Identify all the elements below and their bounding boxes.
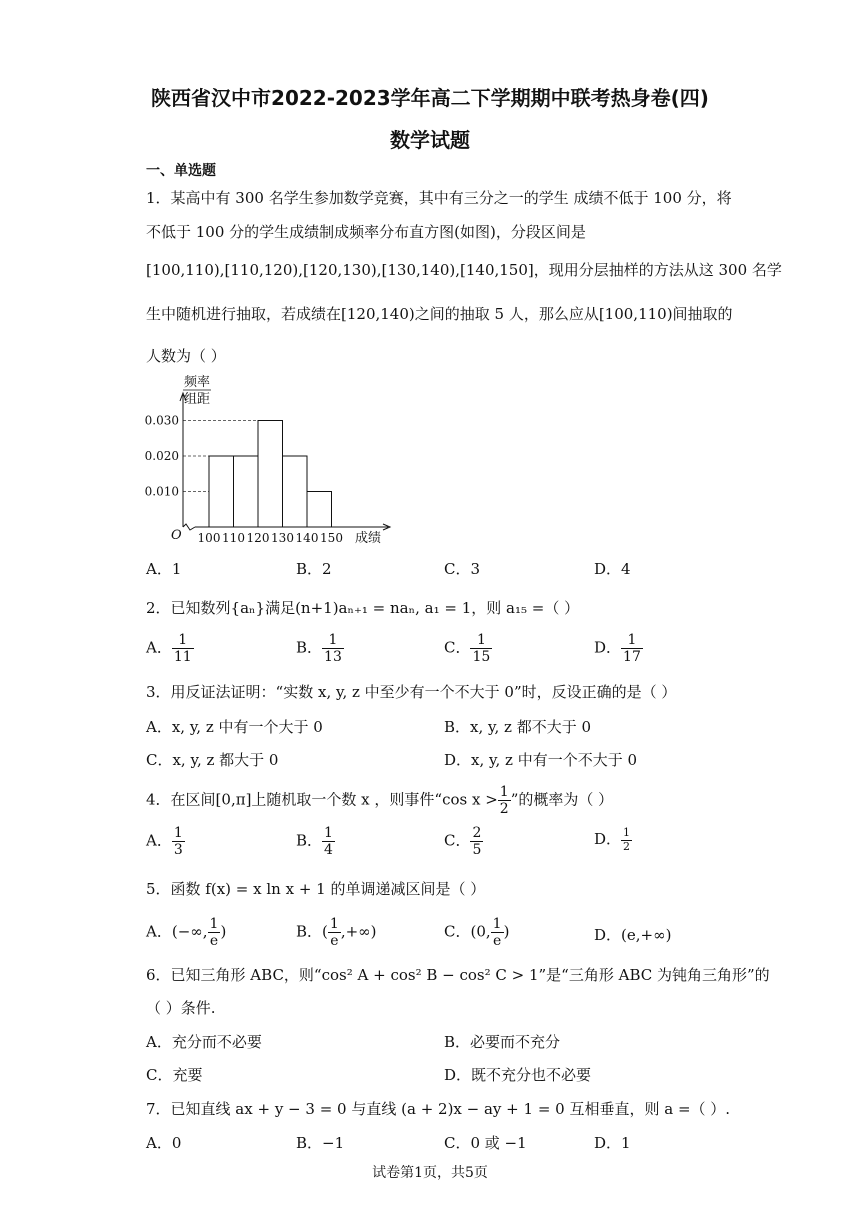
x-axis-label: 成绩 (354, 531, 382, 546)
fraction: $\frac{1}{3}$ (173, 825, 183, 859)
option-label: D． (594, 926, 622, 944)
fraction: $\frac{1}{17}$ (623, 632, 641, 666)
q4-stem: 4．在区间[0,π]上随机取一个数 x ，则事件“cos x > $\frac{1}{2}$ ”的概率为（ ） (146, 784, 614, 818)
histogram-bar (209, 456, 234, 527)
x-tick-label: 150 (320, 531, 343, 545)
fraction: $\frac{1}{e}$ (209, 916, 219, 950)
q5-option-c[interactable]: C．(0, $\frac{1}{e}$ ) (444, 916, 510, 950)
fraction: $\frac{1}{e}$ (329, 916, 339, 950)
fraction: $\frac{1}{15}$ (472, 632, 491, 666)
option-label: B． (296, 638, 323, 657)
q4-option-c[interactable] (444, 825, 483, 858)
q1-line-4: 生中随机进行抽取，若成绩在[120,140)之间的抽取 5 人，那么应从[100,110)间抽取的 (146, 305, 733, 323)
q1-line-2: 不低于 100 分的学生成绩制成频率分布直方图(如图)，分段区间是 (146, 223, 586, 241)
y-axis-label-top: 频率 (183, 375, 211, 390)
q3-stem: 3．用反证法证明：“实数 x, y, z 中至少有一个不大于 0”时，反设正确的是（ ） (146, 683, 677, 701)
x-tick-label: 140 (295, 531, 319, 545)
q5-option-a[interactable]: A．(−∞, $\frac{1}{e}$ ) (146, 916, 227, 950)
y-tick-label: 0.020 (144, 449, 179, 463)
q7-option-b[interactable]: B．−1 (296, 1134, 345, 1152)
option-label: D． (594, 638, 622, 657)
q2-option-c[interactable] (444, 632, 492, 665)
histogram-bar (307, 492, 332, 528)
option-label: A． (146, 831, 172, 850)
q6-line-1: 6．已知三角形 ABC，则“cos² A + cos² B − cos² C > 1”是“三角形 ABC 为钝角三角形”的 (146, 966, 770, 984)
q4-option-a[interactable] (146, 825, 185, 858)
x-tick-label: 110 (222, 531, 245, 545)
q4-option-b[interactable] (296, 825, 335, 858)
page-title: 陕西省汉中市2022-2023学年高二下学期期中联考热身卷(四) (151, 86, 709, 110)
histogram-bar (258, 421, 283, 528)
q2-option-b[interactable] (296, 632, 344, 665)
fraction: $\frac{1}{13}$ (324, 632, 342, 666)
option-label: C． (444, 638, 471, 657)
q4-option-d[interactable] (594, 827, 632, 853)
q5-stem: 5．函数 f(x) = x ln x + 1 的单调递减区间是（ ） (146, 880, 486, 898)
q2-stem: 2．已知数列{aₙ}满足(n+1)aₙ₊₁ = naₙ, a₁ = 1，则 a₁₅ =（ ） (146, 599, 580, 617)
q6-option-c[interactable]: C．充要 (146, 1066, 203, 1084)
section-heading: 一、单选题 (146, 163, 216, 179)
q1-option-c[interactable]: C．3 (444, 560, 481, 578)
q6-line-2: （ ）条件. (146, 999, 216, 1017)
q5-option-d[interactable]: D．(e,+∞) (594, 926, 672, 944)
q6-option-a[interactable]: A．充分而不必要 (146, 1033, 262, 1051)
histogram-chart (140, 370, 400, 550)
q1-option-d[interactable]: D．4 (594, 560, 631, 578)
q3-option-d[interactable]: D．x, y, z 中有一个不大于 0 (444, 751, 638, 769)
y-axis-label-bottom: 组距 (183, 392, 211, 407)
q6-option-b[interactable]: B．必要而不充分 (444, 1033, 561, 1051)
y-tick-label: 0.030 (144, 413, 179, 428)
q3-option-b[interactable]: B．x, y, z 都不大于 0 (444, 718, 592, 736)
fraction: $\frac{1}{4}$ (324, 825, 333, 859)
option-label: B． (296, 922, 323, 941)
q1-line-1: 1．某高中有 300 名学生参加数学竞赛，其中有三分之一的学生 成绩不低于 100 分，将 (146, 189, 732, 207)
option-label: A． (146, 638, 172, 657)
axis-break (183, 524, 195, 530)
q1-line-3: [100,110),[110,120),[120,130),[130,140),[140,150]，现用分层抽样的方法从这 300 名学 (146, 261, 782, 279)
q1-line-5: 人数为（ ） (146, 347, 226, 365)
fraction: $\frac{1}{2}$ (623, 826, 631, 853)
fraction: $\frac{1}{2}$ (499, 784, 509, 818)
q3-option-a[interactable]: A．x, y, z 中有一个大于 0 (146, 718, 323, 736)
histogram-bar (283, 456, 308, 527)
q7-option-d[interactable]: D．1 (594, 1134, 631, 1152)
q6-option-d[interactable]: D．既不充分也不必要 (444, 1066, 592, 1084)
fraction: $\frac{1}{11}$ (173, 632, 192, 666)
option-label: A． (146, 922, 172, 941)
q7-stem: 7．已知直线 ax + y − 3 = 0 与直线 (a + 2)x − ay + 1 = 0 互相垂直，则 a =（ ）. (146, 1100, 731, 1118)
q7-option-c[interactable]: C．0 或 −1 (444, 1134, 527, 1152)
option-label: B． (296, 831, 323, 850)
y-tick-label: 0.010 (144, 484, 179, 499)
option-label: C． (444, 831, 471, 850)
q5-option-b[interactable]: B．( $\frac{1}{e}$ ,+∞) (296, 916, 377, 950)
x-tick-label: 100 (197, 531, 221, 545)
q1-option-a[interactable]: A．1 (146, 560, 182, 578)
origin-label: O (171, 528, 182, 543)
page-footer: 试卷第1页，共5页 (372, 1165, 488, 1181)
x-tick-label: 130 (271, 531, 294, 545)
option-label: D． (594, 830, 622, 849)
fraction: $\frac{2}{5}$ (472, 825, 482, 859)
q1-option-b[interactable]: B．2 (296, 560, 332, 578)
q2-option-a[interactable] (146, 632, 194, 665)
q2-option-d[interactable] (594, 632, 643, 665)
option-label: C． (444, 922, 471, 941)
q3-option-c[interactable]: C．x, y, z 都大于 0 (146, 751, 279, 769)
fraction: $\frac{1}{e}$ (492, 916, 502, 950)
x-tick-label: 120 (246, 531, 270, 545)
histogram-bar (234, 456, 259, 527)
page-subtitle: 数学试题 (390, 128, 470, 152)
q7-option-a[interactable]: A．0 (146, 1134, 182, 1152)
